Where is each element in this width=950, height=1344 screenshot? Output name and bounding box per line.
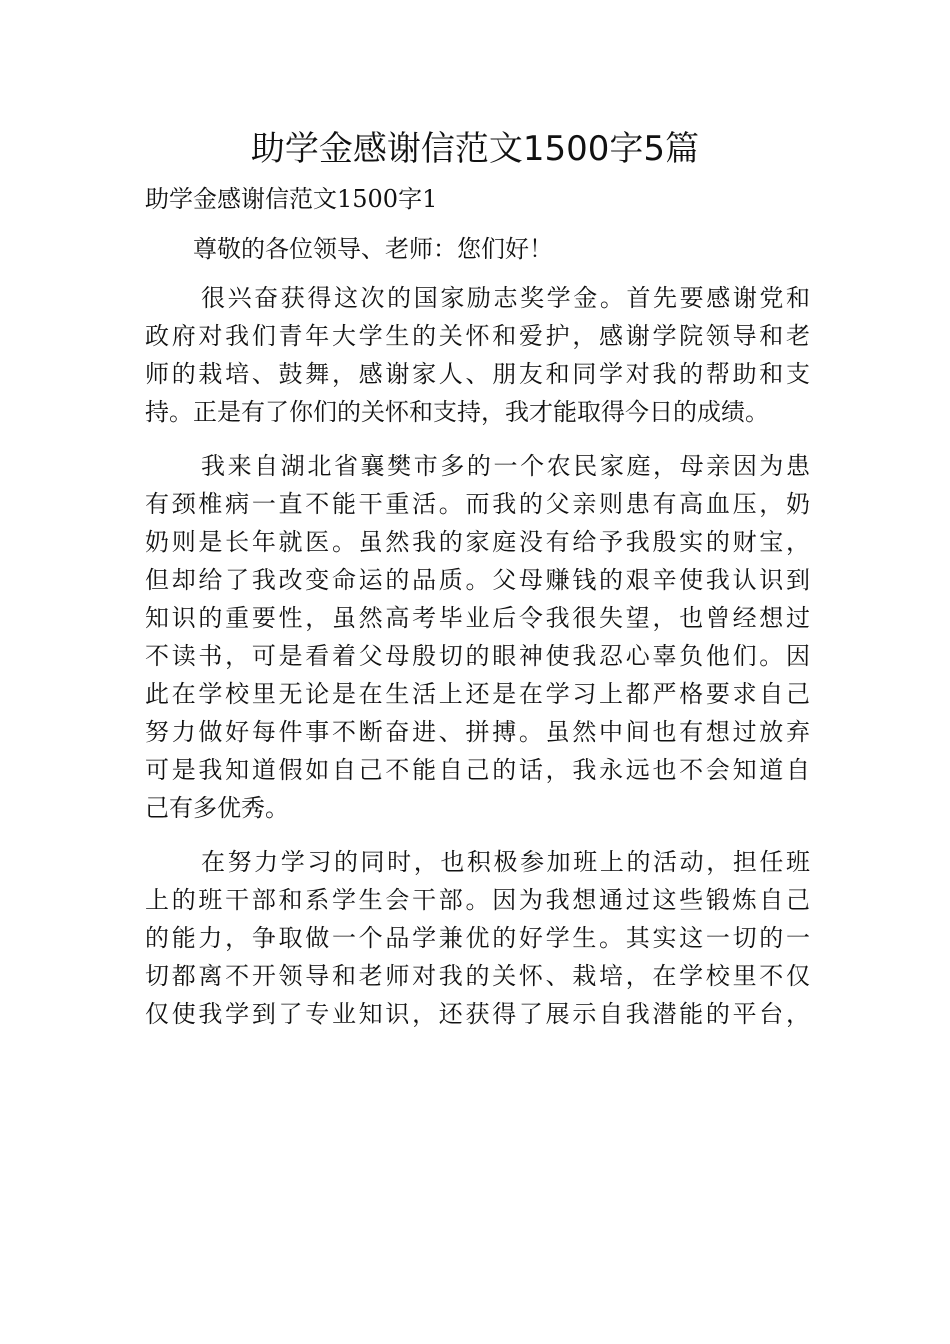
text-line: 知识的重要性，虽然高考毕业后令我很失望，也曾经想过 — [145, 604, 810, 632]
text-line: 我来自湖北省襄樊市多的一个农民家庭，母亲因为患 — [201, 452, 810, 480]
text-line: 切都离不开领导和老师对我的关怀、栽培，在学校里不仅 — [145, 962, 810, 990]
text-line: 可是我知道假如自己不能自己的话，我永远也不会知道自 — [145, 756, 810, 784]
paragraph-2 — [145, 447, 810, 827]
text-line: 在努力学习的同时，也积极参加班上的活动，担任班 — [201, 848, 810, 876]
text-line: 的能力，争取做一个品学兼优的好学生。其实这一切的一 — [145, 924, 810, 952]
text-line: 有颈椎病一直不能干重活。而我的父亲则患有高血压，奶 — [145, 490, 810, 518]
letter-body — [145, 279, 810, 1049]
salutation: 尊敬的各位领导、老师：您们好！ — [193, 235, 553, 263]
text-line: 上的班干部和系学生会干部。因为我想通过这些锻炼自己 — [145, 886, 810, 914]
text-line: 不读书，可是看着父母殷切的眼神使我忍心辜负他们。因 — [145, 642, 810, 670]
text-line: 师的栽培、鼓舞，感谢家人、朋友和同学对我的帮助和支 — [145, 360, 810, 388]
text-line: 努力做好每件事不断奋进、拼搏。虽然中间也有想过放弃 — [145, 718, 810, 746]
text-line: 但却给了我改变命运的品质。父母赚钱的艰辛使我认识到 — [145, 566, 810, 594]
text-line: 仅使我学到了专业知识，还获得了展示自我潜能的平台， — [145, 1000, 810, 1028]
text-line: 此在学校里无论是在生活上还是在学习上都严格要求自己 — [145, 680, 810, 708]
text-line: 政府对我们青年大学生的关怀和爱护，感谢学院领导和老 — [145, 322, 810, 350]
text-line: 很兴奋获得这次的国家励志奖学金。首先要感谢党和 — [201, 284, 810, 312]
text-line: 己有多优秀。 — [145, 794, 289, 822]
text-line: 奶则是长年就医。虽然我的家庭没有给予我殷实的财宝， — [145, 528, 810, 556]
paragraph-3 — [145, 843, 810, 1033]
text-line: 持。正是有了你们的关怀和支持，我才能取得今日的成绩。 — [145, 398, 769, 426]
section-heading: 助学金感谢信范文1500字1 — [145, 185, 438, 213]
paragraph-1 — [145, 279, 810, 431]
document-title: 助学金感谢信范文1500字5篇 — [250, 129, 700, 169]
